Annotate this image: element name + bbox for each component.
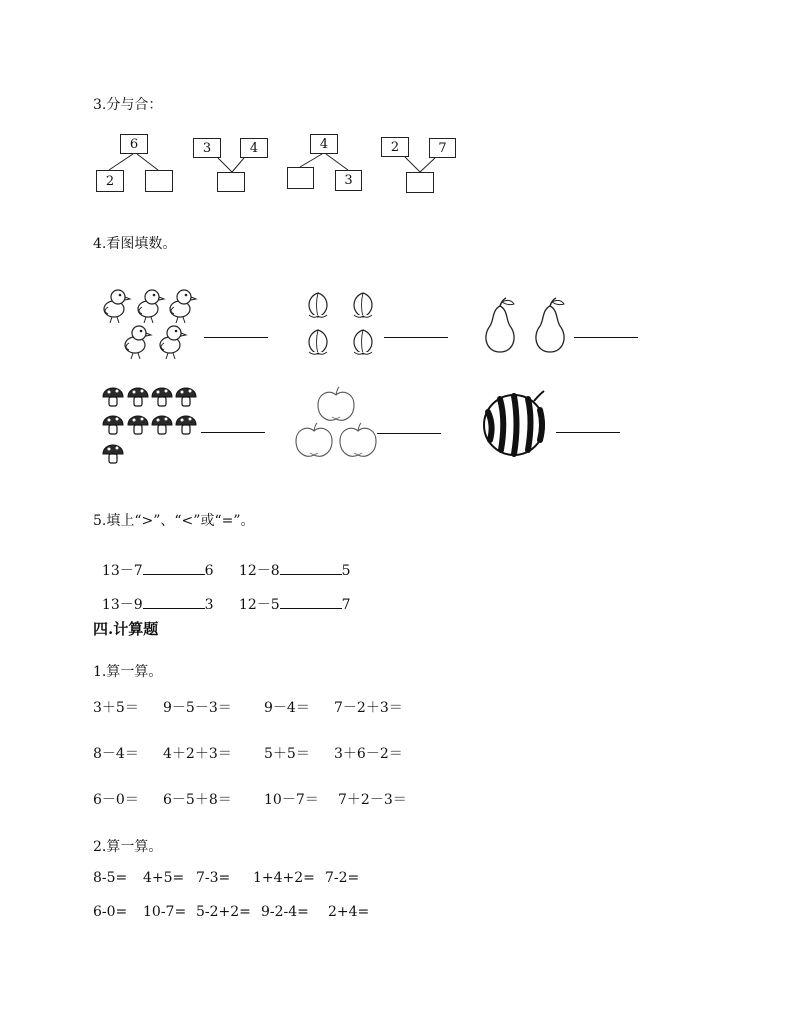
calc-item: 3＋5＝ xyxy=(93,700,139,716)
top-box: 6 xyxy=(120,134,148,154)
answer-blank-apples[interactable] xyxy=(377,421,441,434)
calc-item: 6－5＋8＝ xyxy=(163,792,232,808)
answer-blank-chicks[interactable] xyxy=(204,325,268,338)
compare-blank[interactable] xyxy=(280,562,342,575)
top-left-box: 3 xyxy=(193,138,221,158)
section-heading: 四.计算题 xyxy=(93,620,159,638)
compare-rhs: 5 xyxy=(341,563,351,579)
top-box: 4 xyxy=(310,134,338,154)
compare-row-2 xyxy=(93,578,214,614)
compare-blank[interactable] xyxy=(280,596,342,609)
compare-expr: 12－5 xyxy=(238,597,280,613)
calc-item: 10－7＝ xyxy=(264,792,319,808)
answer-blank-mushrooms[interactable] xyxy=(201,420,265,433)
answer-blank-pears[interactable] xyxy=(574,325,638,338)
compare-expr: 13－7 xyxy=(101,563,143,579)
calc-item: 8－4＝ xyxy=(93,746,139,762)
calc-item: 9-2-4= xyxy=(261,904,309,920)
compare-row-1b xyxy=(230,544,351,580)
calc-item: 1+4+2= xyxy=(253,870,315,886)
q5-title: 5.填上“>”、“<”或“=”。 xyxy=(93,513,255,529)
right-box: 3 xyxy=(335,170,362,191)
calc-item: 7＋2－3＝ xyxy=(338,792,407,808)
calc-item: 6－0＝ xyxy=(93,792,139,808)
compare-row-2b xyxy=(230,578,351,614)
q4-title: 4.看图填数。 xyxy=(93,236,177,252)
compare-blank[interactable] xyxy=(143,562,205,575)
calc-item: 9－5－3＝ xyxy=(163,700,232,716)
p1-title: 1.算一算。 xyxy=(93,664,163,680)
p2-title: 2.算一算。 xyxy=(93,839,163,855)
calc-item: 3＋6－2＝ xyxy=(334,746,403,762)
top-left-box: 2 xyxy=(381,137,409,157)
right-box[interactable] xyxy=(145,170,173,192)
calc-item: 9－4＝ xyxy=(264,700,310,716)
answer-blank-watermelon[interactable] xyxy=(556,420,620,433)
left-box[interactable] xyxy=(287,167,314,189)
calc-item: 7-3= xyxy=(196,870,231,886)
watermelon-icon xyxy=(0,0,1,1)
calc-item: 7-2= xyxy=(325,870,360,886)
calc-item: 2+4= xyxy=(328,904,370,920)
calc-item: 7－2＋3＝ xyxy=(334,700,403,716)
calc-item: 6-0= xyxy=(93,904,128,920)
top-right-box: 7 xyxy=(429,138,456,158)
calc-item: 4+5= xyxy=(143,870,185,886)
top-right-box: 4 xyxy=(240,138,268,158)
bottom-box[interactable] xyxy=(406,172,434,193)
compare-blank[interactable] xyxy=(143,596,205,609)
q3-title: 3.分与合： xyxy=(93,97,163,113)
compare-row-1 xyxy=(93,544,214,580)
calc-item: 4＋2＋3＝ xyxy=(163,746,232,762)
compare-rhs: 6 xyxy=(204,563,214,579)
compare-expr: 12－8 xyxy=(238,563,280,579)
calc-item: 8-5= xyxy=(93,870,128,886)
compare-expr: 13－9 xyxy=(101,597,143,613)
calc-item: 5＋5＝ xyxy=(264,746,310,762)
answer-blank-peaches[interactable] xyxy=(384,325,448,338)
compare-rhs: 7 xyxy=(341,597,351,613)
left-box: 2 xyxy=(96,170,124,192)
calc-item: 10-7= xyxy=(143,904,187,920)
calc-item: 5-2+2= xyxy=(196,904,251,920)
bottom-box[interactable] xyxy=(217,172,245,192)
compare-rhs: 3 xyxy=(204,597,214,613)
